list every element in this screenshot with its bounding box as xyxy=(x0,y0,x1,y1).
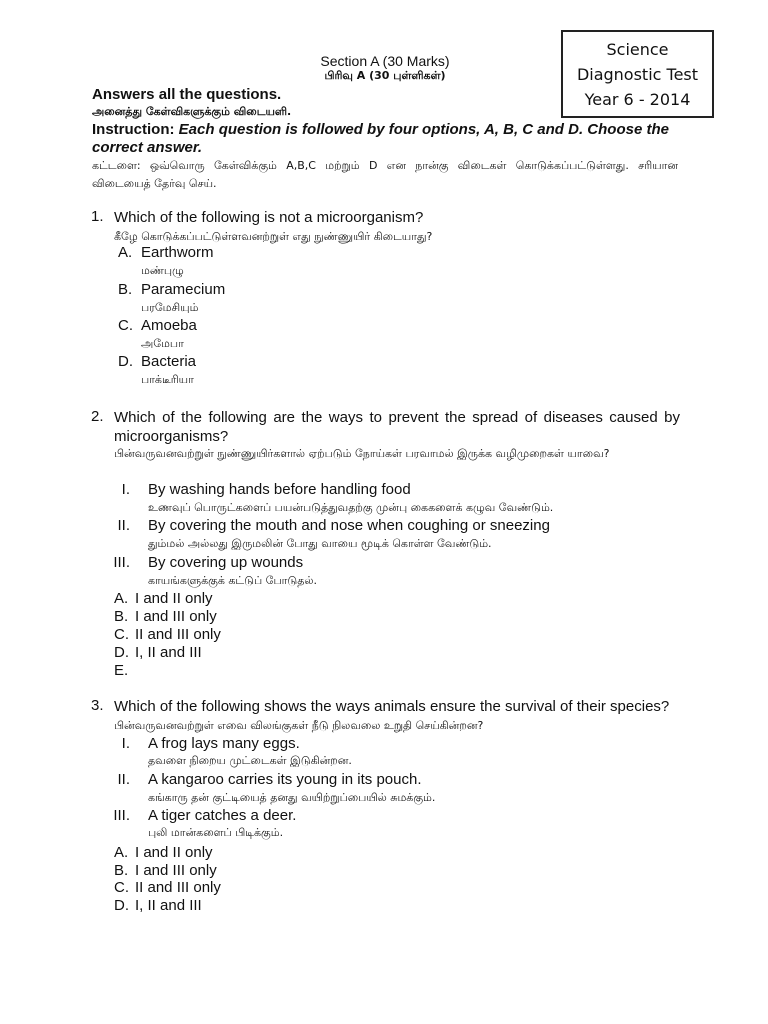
statement-numeral: II. xyxy=(117,771,130,788)
answer-letter: A. xyxy=(114,590,129,607)
option-letter: D. xyxy=(118,353,133,370)
answer-text: I and II only xyxy=(135,590,213,607)
option-text-tamil: பரமேசியும் xyxy=(141,301,199,314)
statement-text-tamil: புலி மான்களைப் பிடிக்கும். xyxy=(148,826,284,839)
statement-numeral: II. xyxy=(117,517,130,534)
answer-letter: C. xyxy=(114,626,129,643)
statement-text-tamil: கங்காரு தன் குட்டியைத் தனது வயிற்றுப்பையில் சுமக்கும். xyxy=(148,791,436,804)
answer-letter: D. xyxy=(114,897,129,914)
statement-text: By washing hands before handling food xyxy=(148,481,411,498)
question-text-tamil: பின்வருவனவற்றுள் நுண்ணுயிர்களால் ஏற்படும் நோய்கள் பரவாமல் இருக்க வழிமுறைகள் யாவை? xyxy=(114,447,610,460)
instruction-text: Each question is followed by four options, A, B, C and D. Choose the correct answer. xyxy=(92,121,669,156)
answer-text: II and III only xyxy=(135,626,221,643)
instruction-tamil: கட்டளை: ஒவ்வொரு கேள்விக்கும் A,B,C மற்றும் D என நான்கு விடைகள் கொடுக்கப்பட்டுள்ளது. சரியான விடையைத் தேர்வு செய். xyxy=(92,159,678,190)
statement-numeral: III. xyxy=(113,554,130,571)
answer-letter: E. xyxy=(114,662,129,679)
statement-numeral: III. xyxy=(113,807,130,824)
question-number: 1. xyxy=(91,208,104,225)
option-letter: C. xyxy=(118,317,133,334)
statement-text: A kangaroo carries its young in its pouch. xyxy=(148,771,422,788)
statement-numeral: I. xyxy=(121,735,130,752)
answer-text: I, II and III xyxy=(135,644,202,661)
title-year: Year 6 - 2014 xyxy=(584,89,691,109)
statement-text: A tiger catches a deer. xyxy=(148,807,297,824)
instruction-block xyxy=(92,121,684,157)
option-letter: A. xyxy=(118,244,133,261)
section-heading: Section A (30 Marks) xyxy=(320,53,450,69)
option-text-tamil: அமேபா xyxy=(141,337,184,350)
statement-text-tamil: உணவுப் பொருட்களைப் பயன்படுத்துவதற்கு முன்பு கைகளைக் கழுவ வேண்டும். xyxy=(148,501,554,514)
answer-all-text: Answers all the questions. xyxy=(92,86,282,103)
statement-numeral: I. xyxy=(121,481,130,498)
title-subject: Science xyxy=(606,39,669,59)
statement-text: By covering up wounds xyxy=(148,554,304,571)
answer-letter: C. xyxy=(114,879,129,896)
question-text: Which of the following are the ways to prevent the spread of diseases caused by microorganisms? xyxy=(114,409,680,445)
answer-all-tamil: அனைத்து கேள்விகளுக்கும் விடையளி. xyxy=(92,105,292,118)
question-text-tamil: கீழே கொடுக்கப்பட்டுள்ளவனற்றுள் எது நுண்ணுயிர் கிடையாது? xyxy=(114,230,433,243)
statement-text-tamil: காயங்களுக்குக் கட்டுப் போடுதல். xyxy=(148,574,318,587)
option-text: Amoeba xyxy=(141,317,197,334)
answer-letter: A. xyxy=(114,844,129,861)
section-heading-tamil: பிரிவு A (30 புள்ளிகள்) xyxy=(324,69,446,82)
statement-text: By covering the mouth and nose when coughing or sneezing xyxy=(148,517,550,534)
statement-text-tamil: தும்மல் அல்லது இருமலின் போது வாயை மூடிக் கொள்ள வேண்டும். xyxy=(148,537,492,550)
answer-text: I, II and III xyxy=(135,897,202,914)
question-number: 2. xyxy=(91,408,104,425)
option-text-tamil: பாக்டீரியா xyxy=(141,373,194,386)
question-text-tamil: பின்வருவனவற்றுள் எவை விலங்குகள் நீடு நிலவலை உறுதி செய்கின்றன? xyxy=(114,719,484,732)
question-text: Which of the following is not a microorganism? xyxy=(114,209,424,226)
question-text: Which of the following shows the ways animals ensure the survival of their species? xyxy=(114,698,670,715)
title-test-name: Diagnostic Test xyxy=(576,64,699,84)
option-text: Earthworm xyxy=(141,244,214,261)
option-text: Bacteria xyxy=(141,353,197,370)
question-number: 3. xyxy=(91,697,104,714)
answer-text: I and III only xyxy=(135,862,217,879)
instruction-label: Instruction: xyxy=(92,121,175,138)
statement-text: A frog lays many eggs. xyxy=(148,735,300,752)
answer-letter: B. xyxy=(114,608,129,625)
answer-text: I and III only xyxy=(135,608,217,625)
option-text-tamil: மண்புழு xyxy=(141,264,184,277)
option-text: Paramecium xyxy=(141,281,226,298)
answer-text: I and II only xyxy=(135,844,213,861)
answer-letter: B. xyxy=(114,862,129,879)
answer-text: II and III only xyxy=(135,879,221,896)
option-letter: B. xyxy=(118,281,133,298)
statement-text-tamil: தவளை நிறைய முட்டைகள் இடுகின்றன. xyxy=(148,754,352,767)
answer-letter: D. xyxy=(114,644,129,661)
